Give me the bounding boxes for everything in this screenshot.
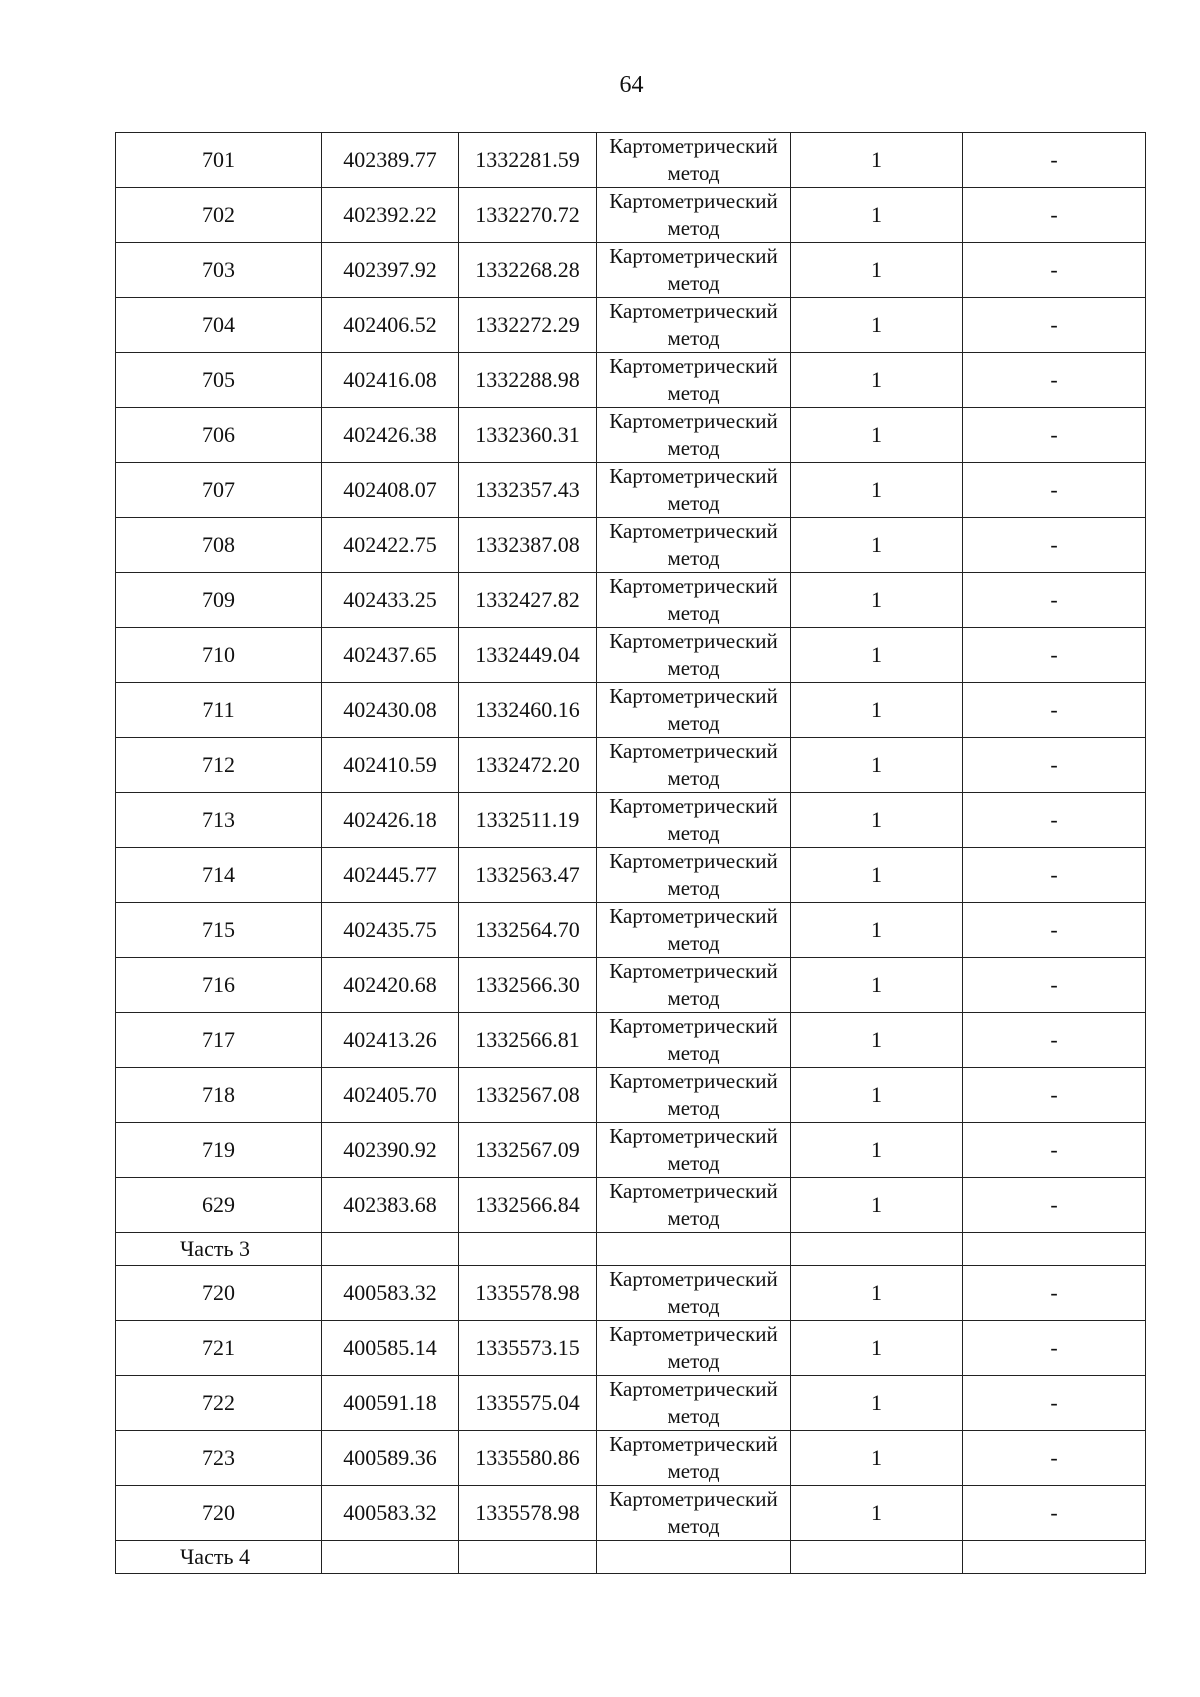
- accuracy-cell: 1: [791, 848, 963, 903]
- point-number-cell: 705: [116, 353, 322, 408]
- description-cell: -: [963, 683, 1146, 738]
- accuracy-cell: 1: [791, 408, 963, 463]
- method-cell: [597, 188, 791, 243]
- table-row: [116, 1178, 1146, 1233]
- x-coordinate-cell: 402420.68: [322, 958, 459, 1013]
- description-cell: -: [963, 1013, 1146, 1068]
- point-number-cell: 708: [116, 518, 322, 573]
- point-number-cell: 710: [116, 628, 322, 683]
- accuracy-cell: 1: [791, 1013, 963, 1068]
- description-cell: -: [963, 518, 1146, 573]
- method-text: Картометрический метод: [609, 409, 778, 460]
- point-number-cell: 719: [116, 1123, 322, 1178]
- empty-cell: [963, 1233, 1146, 1266]
- accuracy-cell: 1: [791, 353, 963, 408]
- y-coordinate-cell: 1335573.15: [459, 1321, 597, 1376]
- point-number-cell: 707: [116, 463, 322, 518]
- method-cell: [597, 1376, 791, 1431]
- method-text: Картометрический метод: [609, 1267, 778, 1318]
- table-row: [116, 463, 1146, 518]
- table-row: [116, 1068, 1146, 1123]
- description-cell: -: [963, 848, 1146, 903]
- y-coordinate-cell: 1332567.09: [459, 1123, 597, 1178]
- x-coordinate-cell: 402426.38: [322, 408, 459, 463]
- empty-cell: [459, 1541, 597, 1574]
- table-row: [116, 298, 1146, 353]
- y-coordinate-cell: 1332281.59: [459, 133, 597, 188]
- point-number-cell: 702: [116, 188, 322, 243]
- accuracy-cell: 1: [791, 188, 963, 243]
- x-coordinate-cell: 402433.25: [322, 573, 459, 628]
- description-cell: -: [963, 243, 1146, 298]
- coordinates-table-body: [116, 133, 1146, 1574]
- point-number-cell: 701: [116, 133, 322, 188]
- description-cell: -: [963, 1431, 1146, 1486]
- accuracy-cell: 1: [791, 1431, 963, 1486]
- point-number-cell: 717: [116, 1013, 322, 1068]
- point-number-cell: 720: [116, 1486, 322, 1541]
- method-text: Картометрический метод: [609, 904, 778, 955]
- section-label: Часть 4: [116, 1541, 322, 1574]
- point-number-cell: 716: [116, 958, 322, 1013]
- method-cell: [597, 628, 791, 683]
- method-cell: [597, 1486, 791, 1541]
- table-row: [116, 408, 1146, 463]
- y-coordinate-cell: 1332564.70: [459, 903, 597, 958]
- point-number-cell: 721: [116, 1321, 322, 1376]
- section-label: Часть 3: [116, 1233, 322, 1266]
- y-coordinate-cell: 1332566.30: [459, 958, 597, 1013]
- method-text: Картометрический метод: [609, 1377, 778, 1428]
- table-row: [116, 1376, 1146, 1431]
- x-coordinate-cell: 402390.92: [322, 1123, 459, 1178]
- table-row: [116, 1321, 1146, 1376]
- accuracy-cell: 1: [791, 298, 963, 353]
- table-row: [116, 683, 1146, 738]
- y-coordinate-cell: 1332387.08: [459, 518, 597, 573]
- accuracy-cell: 1: [791, 958, 963, 1013]
- method-text: Картометрический метод: [609, 574, 778, 625]
- table-row: [116, 243, 1146, 298]
- method-cell: [597, 133, 791, 188]
- empty-cell: [459, 1233, 597, 1266]
- description-cell: -: [963, 738, 1146, 793]
- method-text: Картометрический метод: [609, 1069, 778, 1120]
- empty-cell: [597, 1541, 791, 1574]
- description-cell: -: [963, 463, 1146, 518]
- y-coordinate-cell: 1332270.72: [459, 188, 597, 243]
- point-number-cell: 714: [116, 848, 322, 903]
- accuracy-cell: 1: [791, 1376, 963, 1431]
- x-coordinate-cell: 402422.75: [322, 518, 459, 573]
- x-coordinate-cell: 402413.26: [322, 1013, 459, 1068]
- method-text: Картометрический метод: [609, 629, 778, 680]
- point-number-cell: 712: [116, 738, 322, 793]
- table-row: [116, 573, 1146, 628]
- description-cell: -: [963, 133, 1146, 188]
- method-cell: [597, 1431, 791, 1486]
- method-cell: [597, 1178, 791, 1233]
- method-cell: [597, 518, 791, 573]
- method-text: Картометрический метод: [609, 1014, 778, 1065]
- y-coordinate-cell: 1332272.29: [459, 298, 597, 353]
- empty-cell: [597, 1233, 791, 1266]
- y-coordinate-cell: 1332268.28: [459, 243, 597, 298]
- accuracy-cell: 1: [791, 1123, 963, 1178]
- method-cell: [597, 903, 791, 958]
- empty-cell: [791, 1541, 963, 1574]
- point-number-cell: 720: [116, 1266, 322, 1321]
- x-coordinate-cell: 400583.32: [322, 1486, 459, 1541]
- section-row: [116, 1233, 1146, 1266]
- point-number-cell: 703: [116, 243, 322, 298]
- empty-cell: [322, 1233, 459, 1266]
- y-coordinate-cell: 1335578.98: [459, 1486, 597, 1541]
- description-cell: -: [963, 353, 1146, 408]
- method-cell: [597, 1321, 791, 1376]
- method-cell: [597, 958, 791, 1013]
- description-cell: -: [963, 793, 1146, 848]
- table-row: [116, 628, 1146, 683]
- table-row: [116, 738, 1146, 793]
- method-text: Картометрический метод: [609, 519, 778, 570]
- method-text: Картометрический метод: [609, 464, 778, 515]
- y-coordinate-cell: 1335580.86: [459, 1431, 597, 1486]
- accuracy-cell: 1: [791, 1486, 963, 1541]
- accuracy-cell: 1: [791, 518, 963, 573]
- method-cell: [597, 793, 791, 848]
- table-row: [116, 518, 1146, 573]
- y-coordinate-cell: 1332360.31: [459, 408, 597, 463]
- x-coordinate-cell: 402430.08: [322, 683, 459, 738]
- x-coordinate-cell: 400583.32: [322, 1266, 459, 1321]
- accuracy-cell: 1: [791, 738, 963, 793]
- empty-cell: [791, 1233, 963, 1266]
- empty-cell: [963, 1541, 1146, 1574]
- x-coordinate-cell: 400589.36: [322, 1431, 459, 1486]
- description-cell: -: [963, 1068, 1146, 1123]
- x-coordinate-cell: 402445.77: [322, 848, 459, 903]
- method-text: Картометрический метод: [609, 299, 778, 350]
- table-row: [116, 903, 1146, 958]
- y-coordinate-cell: 1332566.84: [459, 1178, 597, 1233]
- point-number-cell: 722: [116, 1376, 322, 1431]
- x-coordinate-cell: 402435.75: [322, 903, 459, 958]
- method-cell: [597, 1123, 791, 1178]
- y-coordinate-cell: 1332566.81: [459, 1013, 597, 1068]
- method-cell: [597, 298, 791, 353]
- accuracy-cell: 1: [791, 573, 963, 628]
- y-coordinate-cell: 1332563.47: [459, 848, 597, 903]
- y-coordinate-cell: 1332288.98: [459, 353, 597, 408]
- method-cell: [597, 1266, 791, 1321]
- method-text: Картометрический метод: [609, 1322, 778, 1373]
- x-coordinate-cell: 402383.68: [322, 1178, 459, 1233]
- method-cell: [597, 848, 791, 903]
- y-coordinate-cell: 1335575.04: [459, 1376, 597, 1431]
- x-coordinate-cell: 402437.65: [322, 628, 459, 683]
- point-number-cell: 629: [116, 1178, 322, 1233]
- point-number-cell: 718: [116, 1068, 322, 1123]
- accuracy-cell: 1: [791, 903, 963, 958]
- description-cell: -: [963, 1486, 1146, 1541]
- accuracy-cell: 1: [791, 243, 963, 298]
- method-text: Картометрический метод: [609, 134, 778, 185]
- description-cell: -: [963, 1376, 1146, 1431]
- point-number-cell: 715: [116, 903, 322, 958]
- table-row: [116, 353, 1146, 408]
- y-coordinate-cell: 1332427.82: [459, 573, 597, 628]
- point-number-cell: 723: [116, 1431, 322, 1486]
- description-cell: -: [963, 573, 1146, 628]
- description-cell: -: [963, 408, 1146, 463]
- page-number: 64: [619, 72, 644, 98]
- y-coordinate-cell: 1332511.19: [459, 793, 597, 848]
- method-text: Картометрический метод: [609, 684, 778, 735]
- method-cell: [597, 1068, 791, 1123]
- method-cell: [597, 573, 791, 628]
- table-row: [116, 188, 1146, 243]
- point-number-cell: 713: [116, 793, 322, 848]
- accuracy-cell: 1: [791, 1068, 963, 1123]
- table-row: [116, 1486, 1146, 1541]
- table-row: [116, 1123, 1146, 1178]
- accuracy-cell: 1: [791, 793, 963, 848]
- table-row: [116, 133, 1146, 188]
- method-text: Картометрический метод: [609, 354, 778, 405]
- description-cell: -: [963, 188, 1146, 243]
- x-coordinate-cell: 402397.92: [322, 243, 459, 298]
- method-cell: [597, 1013, 791, 1068]
- table-row: [116, 793, 1146, 848]
- x-coordinate-cell: 402389.77: [322, 133, 459, 188]
- method-text: Картометрический метод: [609, 794, 778, 845]
- point-number-cell: 709: [116, 573, 322, 628]
- method-text: Картометрический метод: [609, 1487, 778, 1538]
- x-coordinate-cell: 400585.14: [322, 1321, 459, 1376]
- table-row: [116, 848, 1146, 903]
- method-text: Картометрический метод: [609, 849, 778, 900]
- method-text: Картометрический метод: [609, 1124, 778, 1175]
- description-cell: -: [963, 1178, 1146, 1233]
- description-cell: -: [963, 903, 1146, 958]
- description-cell: -: [963, 628, 1146, 683]
- section-row: [116, 1541, 1146, 1574]
- point-number-cell: 711: [116, 683, 322, 738]
- y-coordinate-cell: 1332460.16: [459, 683, 597, 738]
- coordinates-table: [115, 132, 1146, 1574]
- accuracy-cell: 1: [791, 628, 963, 683]
- x-coordinate-cell: 402406.52: [322, 298, 459, 353]
- table-row: [116, 1013, 1146, 1068]
- accuracy-cell: 1: [791, 683, 963, 738]
- y-coordinate-cell: 1335578.98: [459, 1266, 597, 1321]
- y-coordinate-cell: 1332567.08: [459, 1068, 597, 1123]
- method-cell: [597, 408, 791, 463]
- description-cell: -: [963, 1266, 1146, 1321]
- method-text: Картометрический метод: [609, 244, 778, 295]
- x-coordinate-cell: 402405.70: [322, 1068, 459, 1123]
- description-cell: -: [963, 298, 1146, 353]
- method-text: Картометрический метод: [609, 1179, 778, 1230]
- y-coordinate-cell: 1332357.43: [459, 463, 597, 518]
- table-row: [116, 958, 1146, 1013]
- x-coordinate-cell: 400591.18: [322, 1376, 459, 1431]
- table-row: [116, 1266, 1146, 1321]
- method-text: Картометрический метод: [609, 739, 778, 790]
- method-text: Картометрический метод: [609, 959, 778, 1010]
- method-text: Картометрический метод: [609, 1432, 778, 1483]
- accuracy-cell: 1: [791, 1266, 963, 1321]
- accuracy-cell: 1: [791, 133, 963, 188]
- y-coordinate-cell: 1332449.04: [459, 628, 597, 683]
- x-coordinate-cell: 402426.18: [322, 793, 459, 848]
- x-coordinate-cell: 402416.08: [322, 353, 459, 408]
- accuracy-cell: 1: [791, 1178, 963, 1233]
- x-coordinate-cell: 402410.59: [322, 738, 459, 793]
- accuracy-cell: 1: [791, 1321, 963, 1376]
- table-row: [116, 1431, 1146, 1486]
- accuracy-cell: 1: [791, 463, 963, 518]
- method-cell: [597, 353, 791, 408]
- method-cell: [597, 738, 791, 793]
- x-coordinate-cell: 402392.22: [322, 188, 459, 243]
- method-cell: [597, 683, 791, 738]
- x-coordinate-cell: 402408.07: [322, 463, 459, 518]
- method-text: Картометрический метод: [609, 189, 778, 240]
- y-coordinate-cell: 1332472.20: [459, 738, 597, 793]
- description-cell: -: [963, 958, 1146, 1013]
- method-cell: [597, 243, 791, 298]
- method-cell: [597, 463, 791, 518]
- point-number-cell: 706: [116, 408, 322, 463]
- description-cell: -: [963, 1321, 1146, 1376]
- point-number-cell: 704: [116, 298, 322, 353]
- description-cell: -: [963, 1123, 1146, 1178]
- empty-cell: [322, 1541, 459, 1574]
